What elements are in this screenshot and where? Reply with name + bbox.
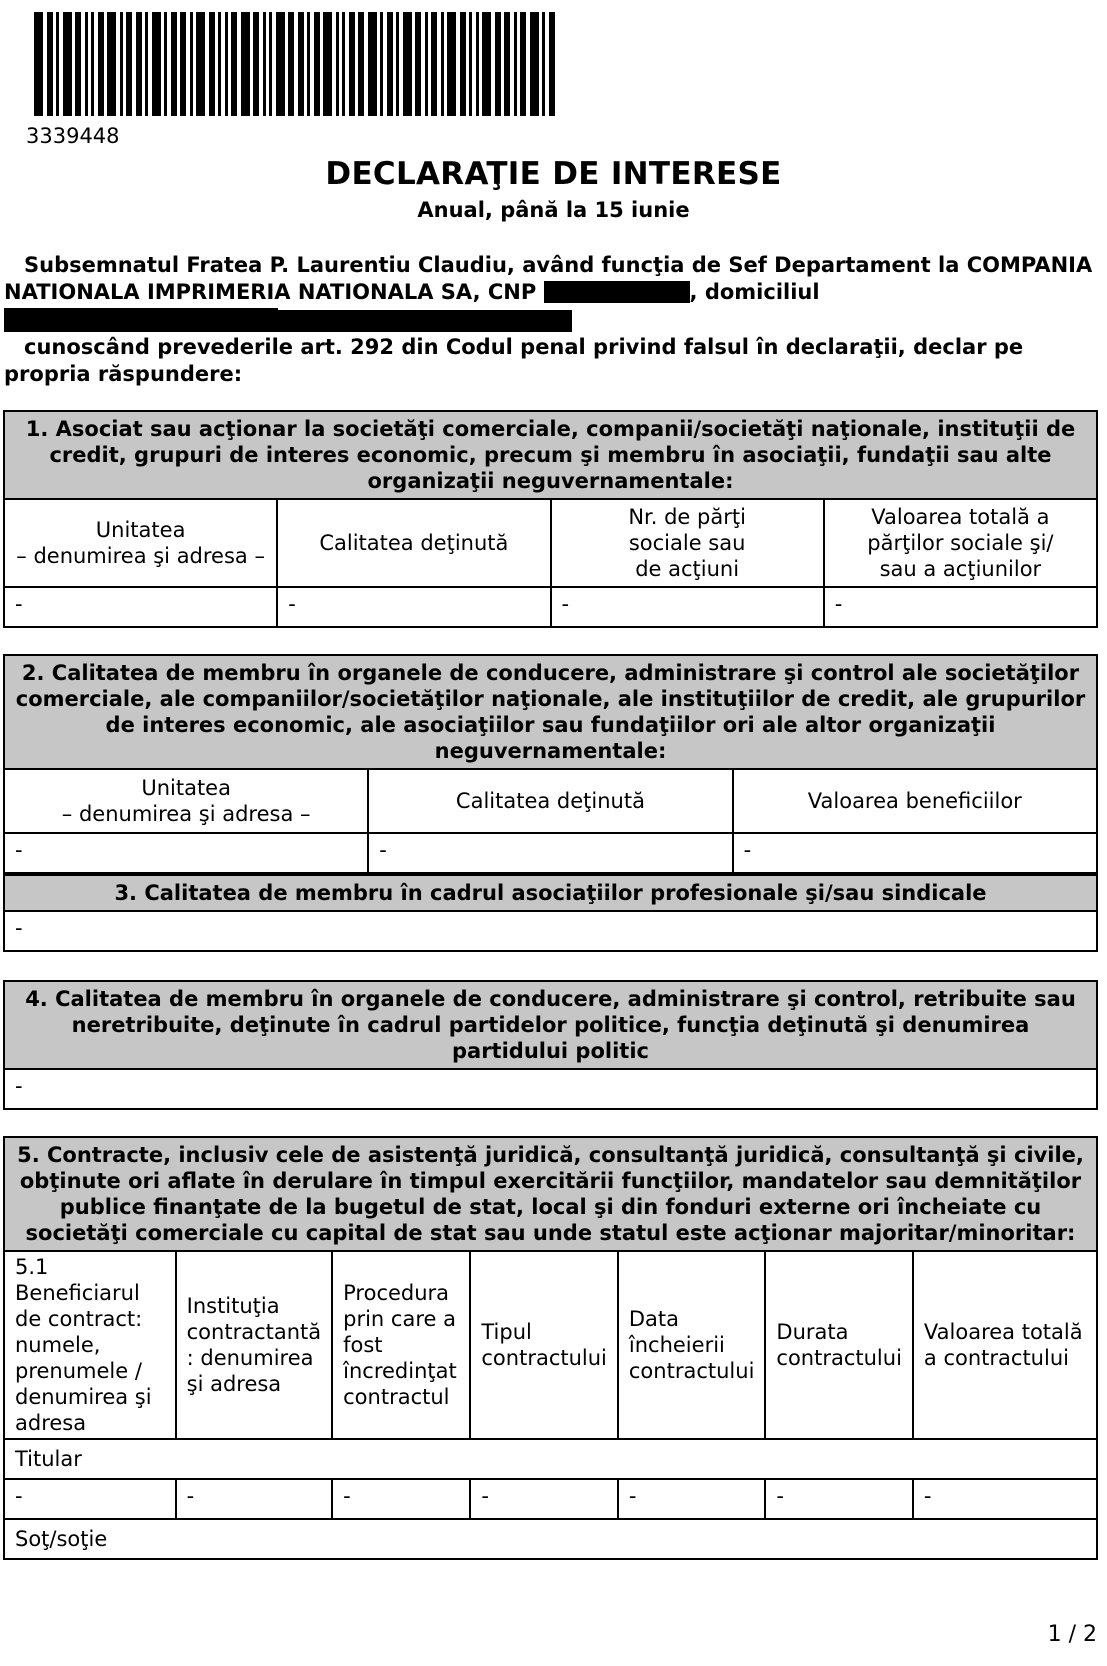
barcode-bar — [209, 12, 215, 116]
section-5-heading: 5. Contracte, inclusiv cele de asistenţă juridică, consultanţă juridică, consultanţă şi civile, obţinute ori aflate în derulare în timpul exercitării funcţiilor, mandatelor sau demnităţilor publice finanţate de la bugetul de stat, local şi din fonduri externe ori încheiate cu societăţi comerciale cu capital de stat sau unde statul este acţionar majoritar/minoritar: — [4, 1137, 1097, 1251]
barcode-bar — [152, 12, 161, 116]
section-1-heading: 1. Asociat sau acţionar la societăţi comerciale, companii/societăţi naţionale, instituţii de credit, grupuri de interes economic, precum şi membru în asociaţii, fundaţii sau alte organizaţii neguvernamentale: — [4, 411, 1097, 499]
barcode-bar — [349, 12, 355, 116]
table-cell: - — [824, 587, 1097, 627]
barcode-bar — [241, 12, 250, 116]
page-title: DECLARAŢIE DE INTERESE — [325, 156, 782, 192]
barcode-bar — [542, 12, 545, 116]
barcode-bar — [380, 12, 383, 116]
column-header: Valoarea beneficiilor — [733, 769, 1097, 833]
column-header: Data încheierii contractului — [618, 1251, 766, 1439]
barcode-bar — [358, 12, 364, 116]
barcode-bar — [323, 12, 332, 116]
barcode-bar — [460, 12, 466, 116]
barcode-bar — [253, 12, 259, 116]
intro-text-1: Subsemnatul Fratea P. Laurentiu Claudiu, având funcţia de Sef Departament la COMPANIA NATIONALA IMPRIMERIA NATIONALA SA, CNP — [4, 253, 1093, 304]
barcode-bar — [288, 12, 294, 116]
barcode-bar — [425, 12, 428, 116]
table-cell: - — [4, 833, 368, 873]
section-5-table — [3, 1136, 1098, 1560]
intro-text-2: , domiciliul — [689, 280, 820, 304]
column-header: Valoarea totală a părţilor sociale şi/ sau a acţiunilor — [824, 499, 1097, 587]
table-cell: - — [277, 587, 550, 627]
barcode-bar — [514, 12, 517, 116]
barcode-bar — [180, 12, 186, 116]
barcode-bar — [441, 12, 444, 116]
barcode-bar — [476, 12, 479, 116]
section-1-table — [3, 410, 1098, 628]
barcode-bar — [263, 12, 266, 116]
barcode-bar — [225, 12, 228, 116]
barcode-bar — [91, 12, 94, 116]
barcode-bar — [530, 12, 539, 116]
document-id: 3339448 — [26, 124, 120, 148]
barcode-bar — [307, 12, 310, 116]
column-header: Procedura prin care a fost încredinţat contractul — [332, 1251, 470, 1439]
page-subtitle: Anual, până la 15 iunie — [417, 198, 690, 222]
barcode-bar — [196, 12, 205, 116]
barcode-bar — [336, 12, 339, 116]
barcode-bar — [218, 12, 221, 116]
barcode-bar — [34, 12, 43, 116]
column-header: Nr. de părţi sociale sau de acţiuni — [551, 499, 824, 587]
barcode-bar — [520, 12, 526, 116]
table-cell: - — [551, 587, 824, 627]
column-header: Calitatea deţinută — [277, 499, 550, 587]
barcode-bar — [231, 12, 237, 116]
spouse-label: Soţ/soţie — [4, 1519, 1097, 1559]
table-cell: - — [368, 833, 732, 873]
barcode-bar — [269, 12, 272, 116]
barcode-bar — [396, 12, 399, 116]
column-header: 5.1 Beneficiarul de contract: numele, prenumele / denumirea şi adresa — [4, 1251, 176, 1439]
barcode-bar — [368, 12, 377, 116]
barcode-bar — [431, 12, 437, 116]
table-cell: - — [913, 1479, 1097, 1519]
column-header: Durata contractului — [765, 1251, 913, 1439]
section-4-table — [3, 980, 1098, 1110]
table-cell: - — [4, 1069, 1097, 1109]
barcode-bar — [342, 12, 345, 116]
barcode-bar — [387, 12, 393, 116]
barcode-bar — [145, 12, 148, 116]
barcode-bar — [415, 12, 421, 116]
barcode-bar — [47, 12, 53, 116]
barcode-bar — [56, 12, 59, 116]
redacted-address-line — [4, 310, 572, 332]
barcode — [34, 12, 594, 116]
barcode-bar — [120, 12, 123, 116]
barcode-bar — [136, 12, 142, 116]
redacted-cnp — [544, 281, 690, 303]
barcode-bar — [549, 12, 555, 116]
table-cell: - — [4, 1479, 176, 1519]
barcode-bar — [171, 12, 177, 116]
declaration-text: cunoscând prevederile art. 292 din Codul penal privind falsul în declaraţii, declar pe propria răspundere: — [4, 335, 1024, 386]
section-3-heading: 3. Calitatea de membru în cadrul asociaţiilor profesionale şi/sau sindicale — [4, 875, 1097, 911]
column-header: Instituţia contractantă : denumirea şi adresa — [176, 1251, 333, 1439]
column-header: Valoarea totală a contractului — [913, 1251, 1097, 1439]
barcode-bar — [190, 12, 193, 116]
column-header: Unitatea – denumirea şi adresa – — [4, 769, 368, 833]
barcode-bar — [276, 12, 285, 116]
barcode-bar — [482, 12, 491, 116]
table-cell: - — [765, 1479, 913, 1519]
barcode-bar — [504, 12, 510, 116]
column-header: Calitatea deţinută — [368, 769, 732, 833]
barcode-bar — [75, 12, 81, 116]
barcode-bar — [495, 12, 501, 116]
section-2-heading: 2. Calitatea de membru în organele de conducere, administrare şi control ale societăţilor comerciale, ale companiilor/societăţilor naţionale, ale instituţiilor de credit, ale grupurilor de interes economic, ale asociaţiilor sau fundaţiilor ori ale altor organizaţii neguvernamentale: — [4, 655, 1097, 769]
barcode-bar — [85, 12, 88, 116]
barcode-bar — [447, 12, 456, 116]
table-cell: - — [618, 1479, 766, 1519]
barcode-bar — [314, 12, 320, 116]
declaration-statement — [4, 334, 1094, 388]
table-cell: - — [470, 1479, 618, 1519]
table-cell: - — [4, 911, 1097, 951]
titular-label: Titular — [4, 1439, 1097, 1479]
page-number: 1 / 2 — [1047, 1622, 1097, 1647]
barcode-bar — [469, 12, 472, 116]
barcode-bar — [107, 12, 116, 116]
barcode-bar — [98, 12, 104, 116]
table-cell: - — [4, 587, 277, 627]
table-cell: - — [733, 833, 1097, 873]
column-header: Tipul contractului — [470, 1251, 618, 1439]
table-cell: - — [332, 1479, 470, 1519]
table-cell: - — [176, 1479, 333, 1519]
section-3-table — [3, 874, 1098, 952]
barcode-bar — [126, 12, 132, 116]
barcode-bar — [63, 12, 72, 116]
barcode-bar — [164, 12, 167, 116]
column-header: Unitatea – denumirea şi adresa – — [4, 499, 277, 587]
barcode-bar — [403, 12, 412, 116]
section-2-table — [3, 654, 1098, 874]
barcode-bar — [298, 12, 304, 116]
section-4-heading: 4. Calitatea de membru în organele de conducere, administrare şi control, retribuite sau neretribuite, deţinute în cadrul partidelor politice, funcţia deţinută şi denumirea partidului politic — [4, 981, 1097, 1069]
